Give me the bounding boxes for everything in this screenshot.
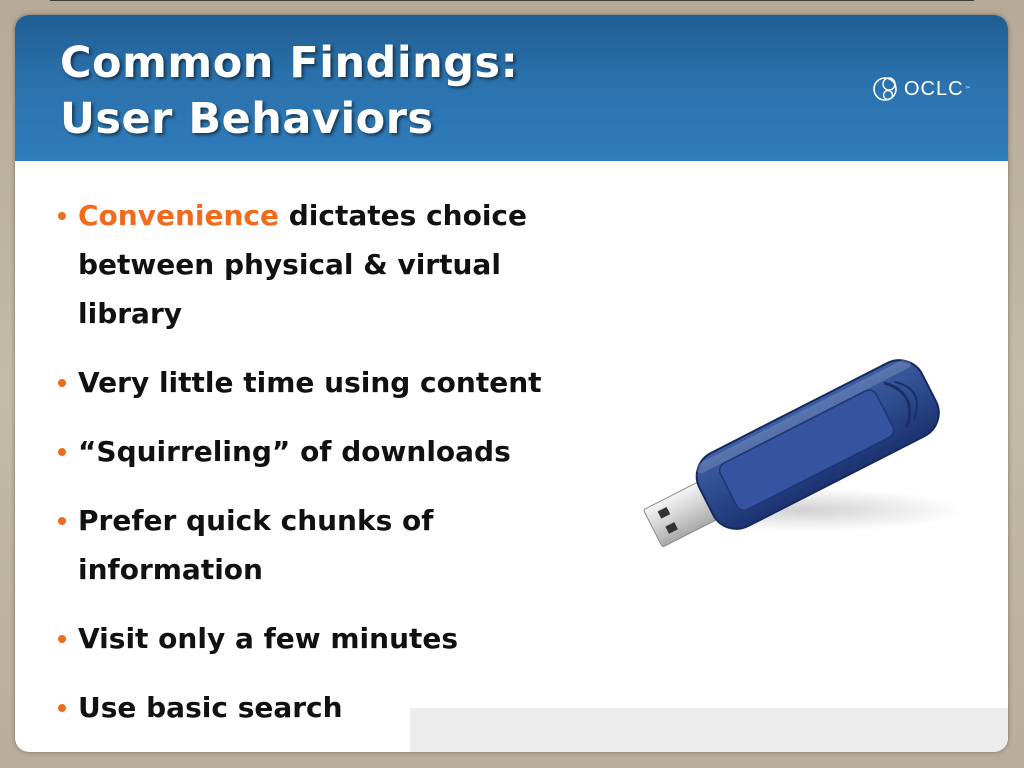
bullet-item bbox=[55, 614, 565, 663]
bullet-item bbox=[55, 191, 565, 338]
bullet-item bbox=[55, 427, 565, 476]
bullet-list bbox=[55, 191, 565, 752]
bullet-highlight: Convenience bbox=[78, 199, 280, 232]
bottom-strip bbox=[410, 708, 1008, 752]
slide-title bbox=[60, 35, 518, 147]
bullet-item bbox=[55, 358, 565, 407]
usb-drive-image bbox=[615, 335, 965, 565]
bullet-text: Very little time using content bbox=[78, 366, 542, 399]
oclc-logo-trademark: ™ bbox=[964, 85, 971, 93]
top-rule bbox=[50, 0, 974, 1]
bullet-text: Visit only a few minutes bbox=[78, 622, 459, 655]
bullet-text: Prefer quick chunks of information bbox=[78, 504, 434, 586]
bullet-text: dictates choice between physical & virtual library bbox=[78, 199, 528, 330]
oclc-logo bbox=[872, 73, 971, 105]
bullet-text: Use basic search bbox=[78, 691, 343, 724]
slide-header bbox=[15, 15, 1008, 161]
bullet-text: “Squirreling” of downloads bbox=[78, 435, 511, 468]
oclc-logo-icon bbox=[872, 73, 902, 105]
oclc-logo-text: OCLC bbox=[904, 77, 964, 100]
slide bbox=[15, 15, 1008, 752]
bullet-item bbox=[55, 496, 565, 594]
title-line-2: User Behaviors bbox=[60, 94, 434, 144]
title-line-1: Common Findings: bbox=[60, 38, 519, 88]
